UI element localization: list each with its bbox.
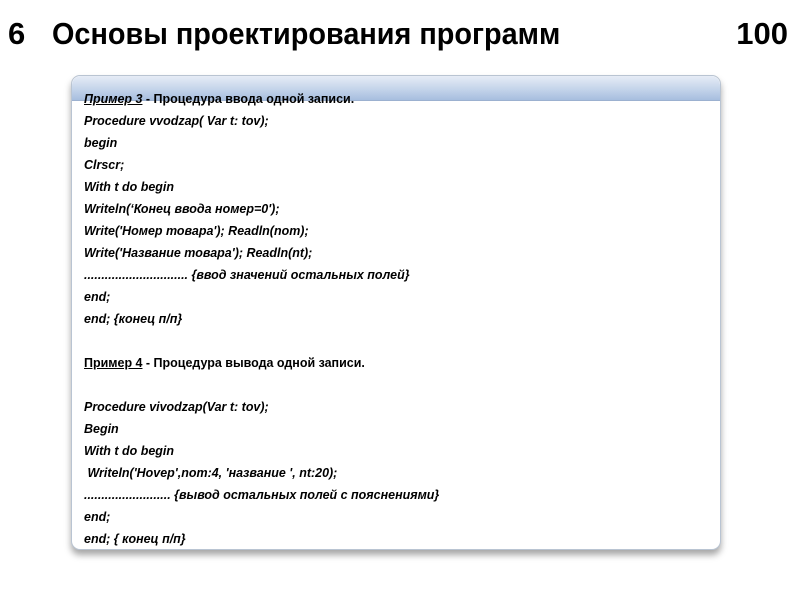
code-line: ......................... {вывод остальных полей с пояснениями} [84,487,440,502]
code-line: begin [84,135,118,150]
code-line: end; { конец п/п} [84,531,186,546]
chapter-number: 6 [8,16,26,51]
code-line: Writeln(‘Конец ввода номер=0'); [84,201,280,216]
example-3-heading [84,88,687,110]
example-3-caption: - Процедура ввода одной записи. [142,91,355,106]
code-line: Write('Название товара'); Readln(nt); [84,245,313,260]
code-line: Begin [84,421,119,436]
spacer [84,374,712,396]
content-panel [71,75,721,550]
code-line: .............................. {ввод значений остальных полей} [84,267,410,282]
example-4-heading [84,352,687,374]
code-line: With t do begin [84,179,174,194]
code-line: With t do begin [84,443,174,458]
code-line: end; [84,289,111,304]
example-4-caption: - Процедура вывода одной записи. [142,355,365,370]
example-4-label: Пример 4 [84,355,143,370]
code-line: Write('Номер товара'); Readln(nom); [84,223,309,238]
page-number: 100 [736,16,788,51]
panel-body [84,88,712,550]
code-line: Procedure vivodzap(Var t: tov); [84,399,269,414]
spacer [84,330,712,352]
example-3-label: Пример 3 [84,91,143,106]
code-line: Procedure vvodzap( Var t: tov); [84,113,269,128]
code-line: end; [84,509,111,524]
chapter-title: Основы проектирования программ [52,16,561,51]
code-line: Writeln('Ноvер',nom:4, 'название ', nt:20); [84,465,338,480]
code-line: end; {конец п/п} [84,311,183,326]
slide-header [0,0,800,64]
code-line: Clrscr; [84,157,125,172]
